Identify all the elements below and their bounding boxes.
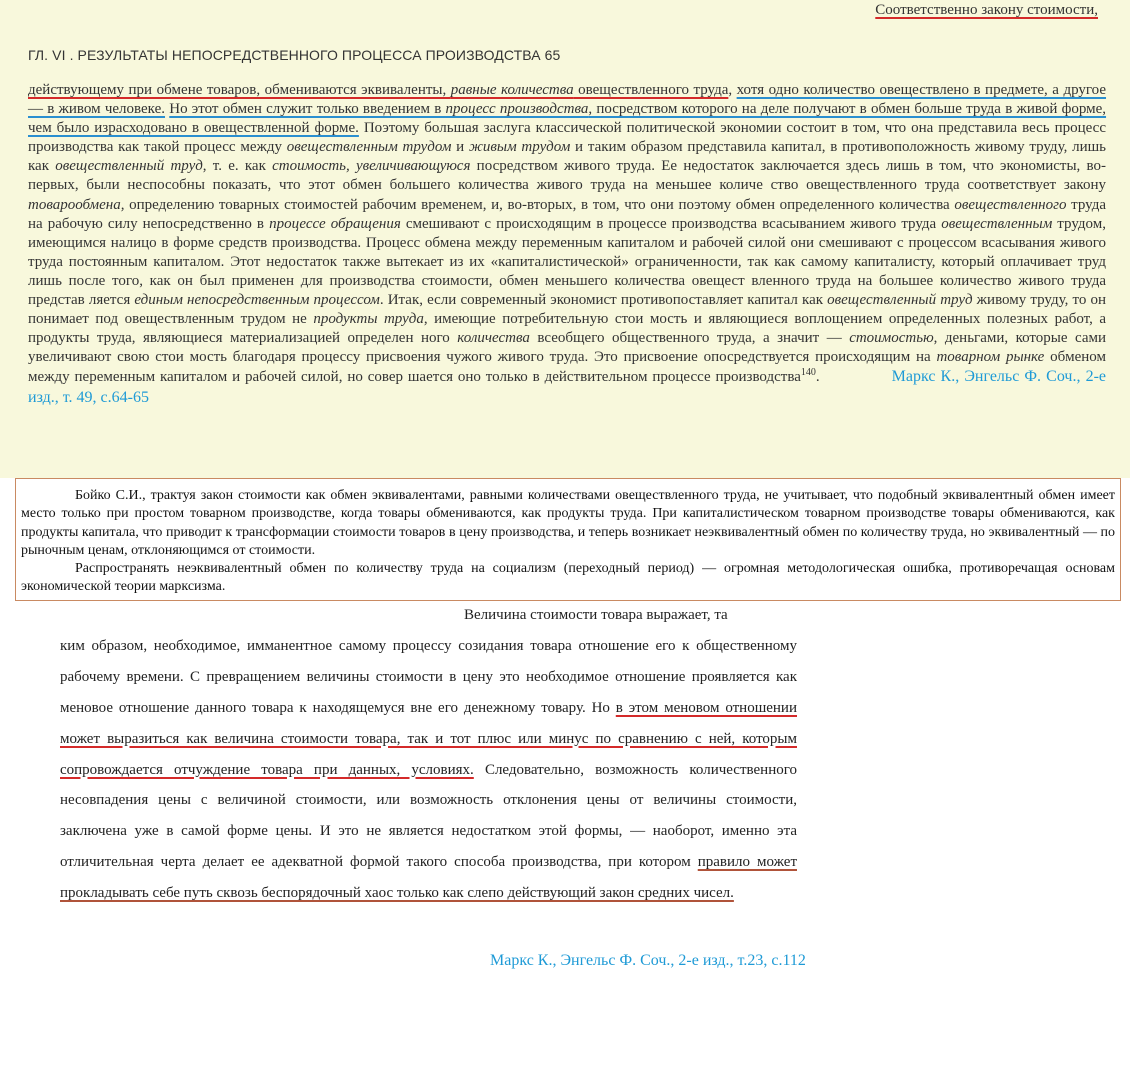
quote-paragraph-2: Величина стоимости товара выражает, та ким образом, необходимое, имманентное самому процессу созидания товара отношение его к общественному рабочему времени. С превращением величины стоимости в цену это необходимое отношение проявляется как меновое отношение данного товара к находящемуся вне его денежному товару. Но в этом меновом отношении может выразиться как величина стоимости товара, так и тот плюс или минус по сравнению с ней, которым сопровождается отчуждение товара при данных, условиях. Следовательно, возможность количественного несовпадения цены с величиной стоимости, или возможность отклонения цены от величины стоимости, заключена уже в самой форме цены. И это не является недостатком этой формы, — наоборот, именно эта отличительная черта делает ее адекватной формой такого способа производства, при котором правило может прокладывать себе путь сквозь беспорядочный хаос только как слепо действующий закон средних чисел. (60, 600, 797, 909)
quote1-underlined-red-a: действующему при обмене товаров, обмениваются эквиваленты, равные количества овеществленного труда (28, 82, 729, 98)
commentary-paragraph-1: Бойко С.И., трактуя закон стоимости как обмен эквивалентами, равными количествами овеществленного труда, не учитывает, что подобный эквивалентный обмен имеет место только при простом товарном производстве, когда товары обмениваются, как продукты труда. При капиталистическом товарном производстве товары обмениваются, как продукты капитала, что приводит к трансформации стоимости товаров в цену производства, и теперь возникает неэквивалентный обмен по количеству труда, но эквивалентный — по рыночным ценам, отклоняющимся от стоимости. (21, 488, 1115, 558)
citation-2: Маркс К., Энгельс Ф. Соч., 2-е изд., т.23, с.112 (490, 952, 806, 969)
top-phrase: Соответственно закону стоимости, (875, 2, 1098, 18)
quote2-underlined-red: в этом меновом отношении может выразиться как величина стоимости товара, так и тот плюс или минус по сравнению с ней, которым сопровождается отчуждение товара при данных, условиях. (60, 699, 797, 778)
commentary-paragraph-2: Распространять неэквивалентный обмен по количеству труда на социализм (переходный период) — огромная методологическая ошибка, противоречащая основам экономической теории марксизма. (21, 561, 1115, 595)
quote1-underlined-blue-b: Но этот обмен служит только введением в процесс производства, посредством которого на деле получают в обмен больше труда в живой форме, чем было израсходовано в овеществленной форме. (28, 101, 1107, 137)
quote2-underlined-brown: правило может прокладывать себе путь сквозь беспорядочный хаос только как слепо действующий закон средних чисел. (60, 854, 797, 902)
quote-paragraph-1: действующему при обмене товаров, обмениваются эквиваленты, равные количества овеществленного труда, хотя одно количество овеществлено в предмете, а другое — в живом человеке. Но этот обмен служит только введением в процесс производства, посредством которого на деле получают в обмен больше труда в живой форме, чем было израсходовано в овеществленной форме. Поэтому большая заслуга классической политической экономии состоит в том, что она представила весь процесс производства как такой процесс между овеществленным трудом и живым трудом и таким образом представила капитал, в противоположность живому труду, лишь как овеществленный труд, т. е. как стоимость, увеличивающуюся посредством живого труда. Ее недостаток заключается здесь лишь в том, что экономисты, во-первых, были неспособны показать, что этот обмен большего количества живого труда на меньшее количе ство овеществленного труда соответствует закону товарообмена, определению товарных стоимостей рабочим временем, и, во-вторых, в том, что они поэтому обмен определенного количества овеществленного труда на рабочую силу непосредственно в процессе обращения смешивают с происходящим в процессе производства всасыванием живого труда овеществленным трудом, имеющимся налицо в форме средств производства. Процесс обмена между переменным капиталом и рабочей силой они смешивают с процессом всасывания живого труда постоянным капиталом. Этот недостаток также вытекает из их «капиталистической» ограниченности, так как самому капиталисту, который оплачивает труд лишь после того, как он был применен для производства стоимости, обмен меньшего количества овещест вленного труда на большее количество живого труда представ ляется единым непосредственным процессом. Итак, если современный экономист противопоставляет капитал как овеществленный труд живому труду, то он понимает под овеществленным трудом не продукты труда, имеющие потребительную стои мость и являющиеся воплощением определенных полезных работ, а продукты труда, являющиеся материализацией определен ного количества всеобщего общественного труда, а значит — стоимостью, деньгами, которые сами увеличивают свою стои мость благодаря процессу присвоения чужого живого труда. Это присвоение опосредствуется происходящим на товарном рынке обменом между переменным капиталом и рабочей силой, но совер шается оно только в действительном процессе производства$^{140}$. Маркс К., Энгельс Ф. Соч., 2-е изд., т. 49, с.64-65 (28, 82, 1107, 406)
chapter-header: ГЛ. VI . РЕЗУЛЬТАТЫ НЕПОСРЕДСТВЕННОГО ПРОЦЕССА ПРОИЗВОДСТВА 65 (28, 47, 561, 63)
commentary-box (15, 478, 1121, 601)
highlighted-quote-block (0, 0, 1130, 478)
quote2-first-line: Величина стоимости товара выражает, та (464, 607, 728, 623)
quote1-underlined-blue: хотя одно количество овеществлено в предмете, а другое — в живом человеке. (28, 82, 1107, 118)
footnote-marker: 140 (800, 367, 816, 379)
citation-1: Маркс К., Энгельс Ф. Соч., 2-е изд., т. 49, с.64-65 (28, 368, 1106, 406)
